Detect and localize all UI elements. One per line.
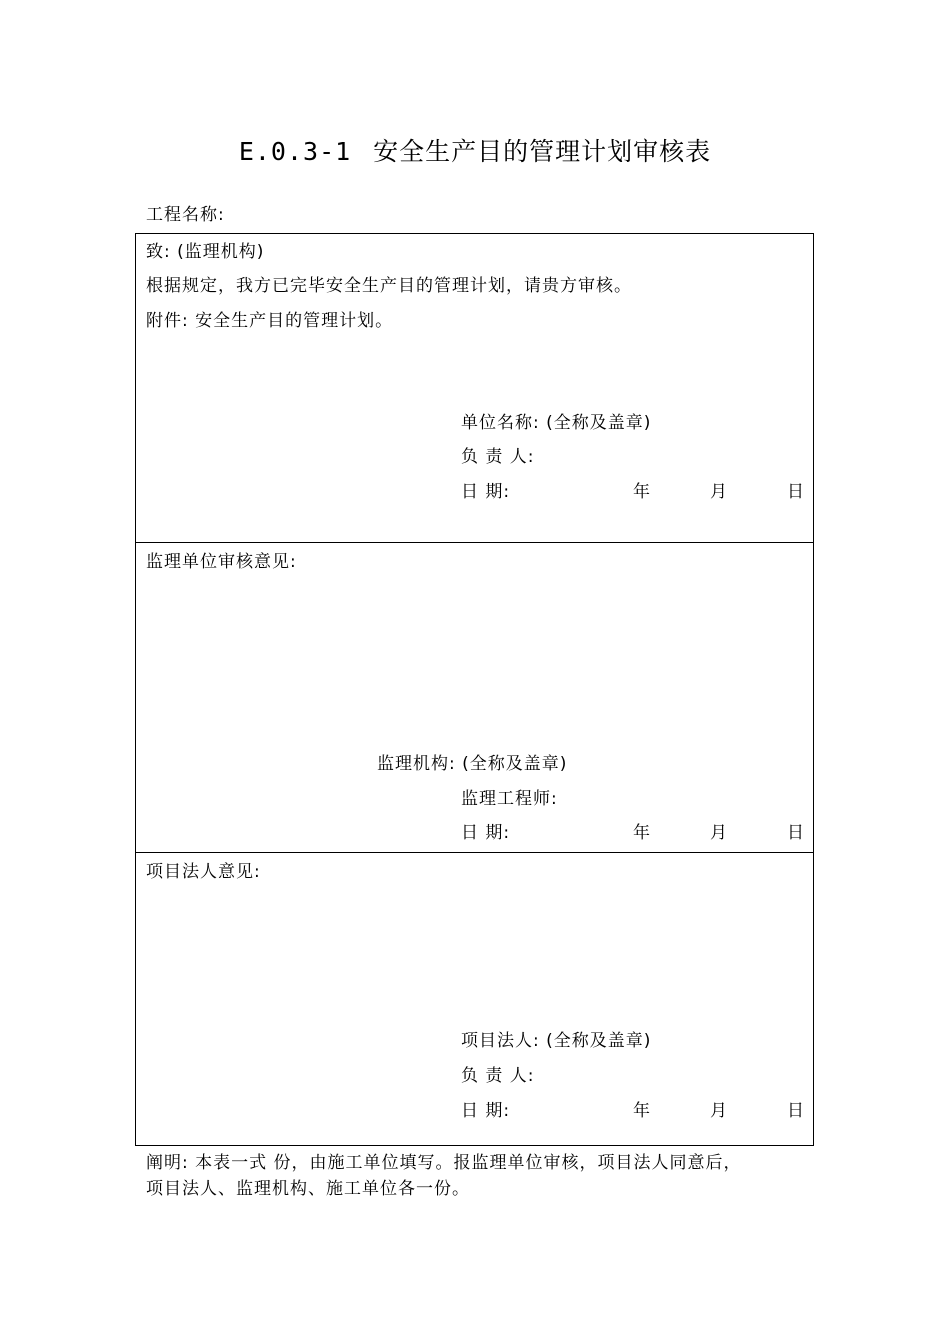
day-label: 日	[787, 1101, 805, 1121]
supervisor-engineer-label: 监理工程师:	[461, 789, 558, 809]
footnote-line-2: 项目法人、监理机构、施工单位各一份。	[146, 1179, 470, 1199]
form-title: 安全生产目的管理计划审核表	[373, 137, 712, 166]
month-label: 月	[710, 823, 728, 843]
month-label: 月	[710, 482, 728, 502]
project-legal-section	[136, 853, 813, 1145]
supervisor-opinion-heading: 监理单位审核意见:	[146, 552, 297, 572]
day-label: 日	[787, 823, 805, 843]
supervisor-section	[136, 543, 813, 853]
contractor-section	[136, 234, 813, 543]
year-label: 年	[633, 1101, 651, 1121]
unit-name-label: 单位名称: (全称及盖章)	[461, 413, 652, 433]
date-label: 日 期:	[461, 823, 511, 843]
day-label: 日	[787, 482, 805, 502]
date-label: 日 期:	[461, 1101, 511, 1121]
form-code: E.0.3-1	[238, 137, 352, 166]
addressee-text: 致: (监理机构)	[146, 242, 265, 262]
attachment-text: 附件: 安全生产目的管理计划。	[146, 311, 394, 331]
legal-entity-label: 项目法人: (全称及盖章)	[461, 1031, 652, 1051]
footnote-line-1: 阐明: 本表一式 份，由施工单位填写。报监理单位审核，项目法人同意后，	[146, 1153, 742, 1173]
page-title	[0, 132, 950, 168]
responsible-label: 负 责 人:	[461, 1066, 535, 1086]
month-label: 月	[710, 1101, 728, 1121]
form-table	[135, 233, 814, 1146]
year-label: 年	[633, 482, 651, 502]
date-label: 日 期:	[461, 482, 511, 502]
project-name-label: 工程名称:	[146, 205, 225, 225]
footnote	[146, 1150, 742, 1202]
year-label: 年	[633, 823, 651, 843]
supervisor-org-label: 监理机构: (全称及盖章)	[377, 754, 568, 774]
responsible-label: 负 责 人:	[461, 447, 535, 467]
submission-text: 根据规定，我方已完毕安全生产目的管理计划，请贵方审核。	[146, 276, 632, 296]
legal-opinion-heading: 项目法人意见:	[146, 862, 261, 882]
